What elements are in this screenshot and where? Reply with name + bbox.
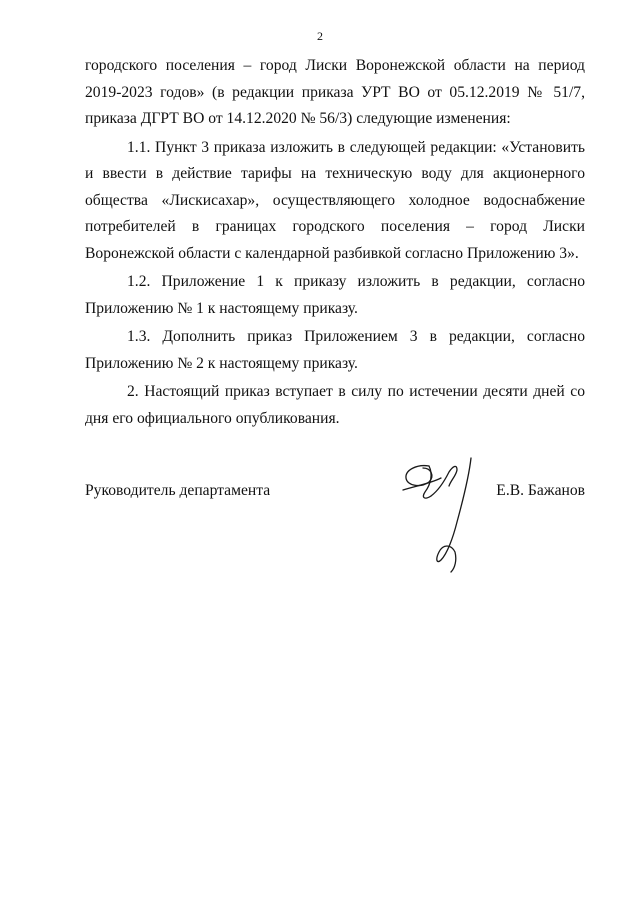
signatory-name: Е.В. Бажанов [496,482,585,499]
paragraph-item-1-1: 1.1. Пункт 3 приказа изложить в следующей редакции: «Установить и ввести в действие тарифы на техническую воду для акционерного общества «Лискисахар», осуществляющего холодное водоснабжение потребителей в границах городского поселения – город Лиски Воронежской области с календарной разбивкой согласно Приложению 3». [85,138,585,262]
signature-block [85,482,585,582]
page-number: 2 [317,29,323,43]
paragraph-item-1-2: 1.2. Приложение 1 к приказу изложить в редакции, согласно Приложению № 1 к настоящему приказу. [85,273,585,317]
paragraph-continuation: городского поселения – город Лиски Воронежской области на период 2019-2023 годов» (в редакции приказа УРТ ВО от 05.12.2019 № 51/7, приказа ДГРТ ВО от 14.12.2020 № 56/3) следующие изменения: [85,57,585,127]
signatory-role: Руководитель департамента [85,482,271,499]
handwritten-signature [395,456,495,574]
document-body [85,53,585,432]
paragraph-item-2: 2. Настоящий приказ вступает в силу по истечении десяти дней со дня его официального опубликования. [85,383,585,427]
paragraph-item-1-3: 1.3. Дополнить приказ Приложением 3 в редакции, согласно Приложению № 2 к настоящему приказу. [85,328,585,372]
